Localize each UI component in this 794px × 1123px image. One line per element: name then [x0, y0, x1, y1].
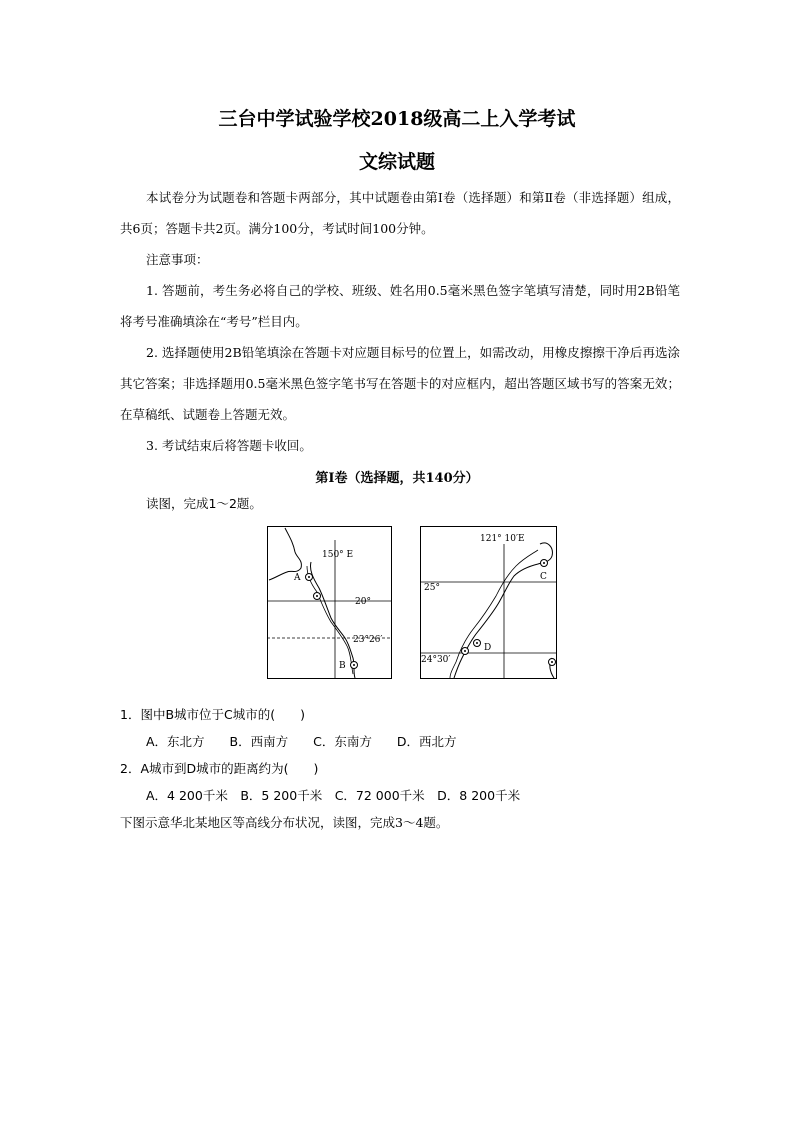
map-left-lat1-label: 20°: [355, 597, 371, 607]
coastline: [310, 562, 355, 678]
island-outline: [454, 543, 552, 678]
map-left-lat2-label: 23°26′: [353, 635, 383, 645]
notice-item-2: 2. 选择题使用2B铅笔填涂在答题卡对应题目标号的位置上，如需改动，用橡皮擦擦干净后再选涂其它答案；非选择题用0.5毫米黑色签字笔书写在答题卡的对应框内，超出答题区域书写的答案无效；在草稿纸、试题卷上答题无效。: [120, 345, 680, 422]
exam-subtitle: 文综试题: [358, 151, 435, 173]
footer-instruction: 下图示意华北某地区等高线分布状况，读图，完成3～4题。: [120, 815, 449, 830]
question-2-stem: 2．A城市到D城市的距离约为( ): [120, 761, 319, 776]
question-2-options: A．4 200千米 B．5 200千米 C．72 000千米 D．8 200千米: [146, 788, 521, 803]
section-heading: 第Ⅰ卷（选择题，共140分）: [315, 471, 479, 486]
map-right-lat2-label: 24°30′: [421, 655, 451, 665]
island-outline-inner: [450, 550, 538, 678]
city-a-label: A: [294, 573, 301, 583]
map-right-lat1-label: 25°: [424, 583, 440, 593]
notice-item-3: 3. 考试结束后将答题卡收回。: [146, 438, 312, 453]
map-right: [420, 526, 558, 680]
intro-paragraph: 本试卷分为试题卷和答题卡两部分，其中试题卷由第Ⅰ卷（选择题）和第Ⅱ卷（非选择题）组成，共6页；答题卡共2页。满分100分，考试时间100分钟。: [120, 190, 680, 236]
map-left-lon-label: 150° E: [322, 550, 354, 560]
section-instruction: 读图，完成1～2题。: [146, 496, 262, 511]
notice-heading: 注意事项：: [146, 252, 209, 267]
map-right-lon-label: 121° 10′E: [480, 534, 525, 544]
question-1-options: A．东北方 B．西南方 C．东南方 D．西北方: [146, 734, 457, 749]
map-left: [267, 526, 393, 680]
city-c-label: C: [540, 572, 547, 582]
coastline-outer: [307, 566, 353, 674]
notice-item-1: 1. 答题前，考生务必将自己的学校、班级、姓名用0.5毫米黑色签字笔填写清楚，同时用2B铅笔将考号准确填涂在“考号”栏目内。: [120, 283, 680, 329]
city-b-label: B: [339, 661, 346, 671]
question-1-stem: 1．图中B城市位于C城市的( ): [120, 707, 306, 722]
city-d-label: D: [484, 643, 492, 653]
exam-title: 三台中学试验学校2018级高二上入学考试: [218, 108, 576, 130]
